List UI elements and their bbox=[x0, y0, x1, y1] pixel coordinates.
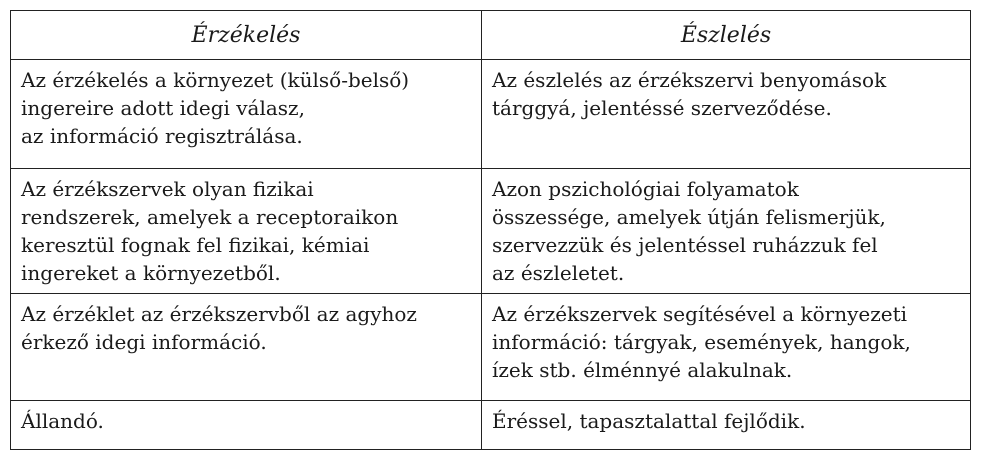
table-row bbox=[11, 401, 971, 450]
table-cell bbox=[11, 294, 482, 401]
table-row bbox=[11, 60, 971, 169]
cell-text: Az érzékelés a környezet (külső-belső) ingereire adott idegi válasz, az információ regisztrálása. bbox=[21, 68, 410, 148]
cell-text: Állandó. bbox=[21, 409, 104, 433]
table-cell bbox=[11, 401, 482, 450]
cell-text: Azon pszichológiai folyamatok összessége, amelyek útján felismerjük, szervezzük és jelentéssel ruházzuk fel az észleletet. bbox=[492, 177, 886, 285]
cell-text: Az érzéklet az érzékszervből az agyhoz érkező idegi információ. bbox=[21, 302, 417, 354]
header-erzekeles: Érzékelés bbox=[11, 11, 482, 60]
header-row bbox=[11, 11, 971, 60]
table-cell bbox=[482, 60, 971, 169]
table-cell bbox=[482, 401, 971, 450]
cell-text: Az érzékszervek olyan fizikai rendszerek, amelyek a receptoraikon keresztül fognak fel fizikai, kémiai ingereket a környezetből. bbox=[21, 177, 399, 285]
table-cell bbox=[11, 60, 482, 169]
cell-text: Az észlelés az érzékszervi benyomások tárggyá, jelentéssé szerveződése. bbox=[492, 68, 887, 120]
table-row bbox=[11, 169, 971, 294]
cell-text: Az érzékszervek segítésével a környezeti információ: tárgyak, események, hangok, ízek stb. élménnyé alakulnak. bbox=[492, 302, 911, 382]
comparison-table bbox=[10, 10, 971, 450]
header-eszleles: Észlelés bbox=[482, 11, 971, 60]
cell-text: Éréssel, tapasztalattal fejlődik. bbox=[492, 409, 806, 433]
table-cell bbox=[482, 294, 971, 401]
table-cell bbox=[11, 169, 482, 294]
table-row bbox=[11, 294, 971, 401]
table-cell bbox=[482, 169, 971, 294]
